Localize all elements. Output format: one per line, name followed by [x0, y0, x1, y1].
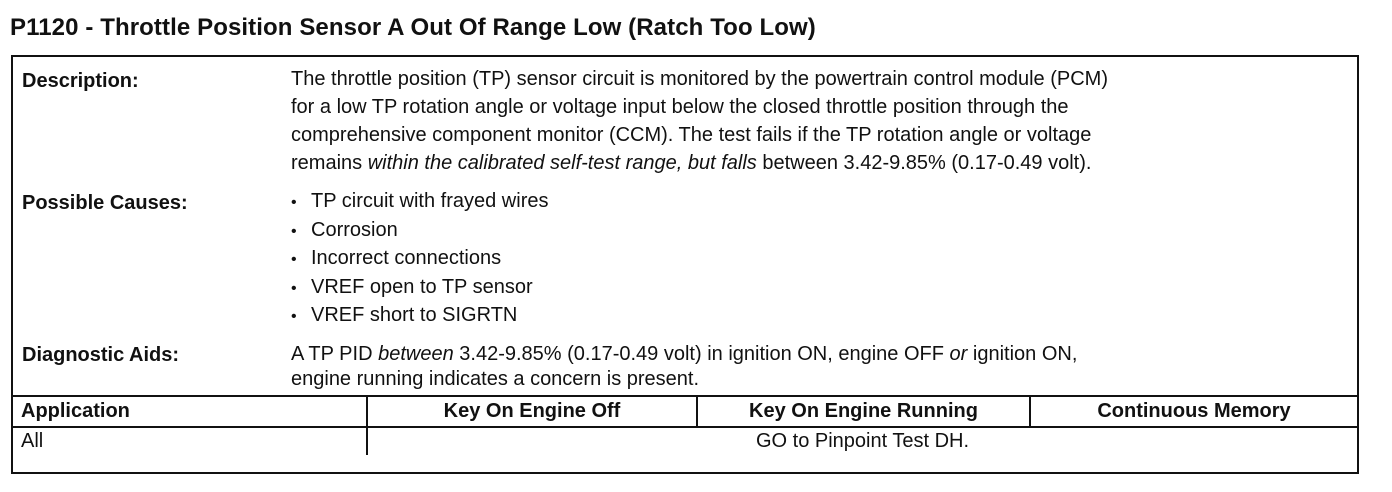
aids-text [291, 340, 1077, 390]
aids-italic-text: between [378, 343, 454, 365]
aids-label: Diagnostic Aids: [22, 344, 180, 366]
description-line: for a low TP rotation angle or voltage input below the closed throttle position through the [291, 96, 1069, 118]
aids-text-part: 3.42-9.85% (0.17-0.49 volt) in ignition ON, engine OFF [453, 343, 950, 365]
description-italic-text: within the calibrated self-test range, but falls [367, 152, 757, 174]
aids-text-part: ignition ON, [967, 343, 1078, 365]
description-text-part: between 3.42-9.85% (0.17-0.49 volt). [756, 152, 1092, 174]
column-header-application: Application [13, 396, 367, 427]
cause-text: Corrosion [311, 218, 398, 241]
list-item [291, 302, 548, 331]
aids-line: engine running indicates a concern is present. [291, 368, 700, 390]
application-table [13, 395, 1357, 455]
list-item [291, 274, 548, 303]
dtc-info-box [11, 55, 1359, 474]
column-header-continuous-memory: Continuous Memory [1030, 396, 1357, 427]
bullet-icon: • [291, 194, 297, 211]
description-text-part: remains [291, 152, 368, 174]
list-item [291, 188, 548, 217]
application-cell: All [13, 427, 367, 455]
page-title: P1120 - Throttle Position Sensor A Out Of Range Low (Ratch Too Low) [10, 14, 816, 41]
cause-text: VREF short to SIGRTN [311, 304, 518, 326]
cause-text: Incorrect connections [311, 247, 502, 269]
causes-list [291, 188, 548, 331]
aids-line [291, 340, 1077, 368]
aids-italic-text: or [949, 343, 968, 365]
description-line: The throttle position (TP) sensor circuit is monitored by the powertrain control module (PCM) [291, 68, 1108, 90]
action-cell: GO to Pinpoint Test DH. [367, 427, 1357, 455]
bullet-icon: • [291, 308, 297, 325]
cause-text: TP circuit with frayed wires [311, 190, 549, 212]
list-item [291, 217, 548, 246]
description-text [291, 65, 1108, 177]
aids-text-part: A TP PID [291, 343, 379, 365]
description-line [291, 149, 1108, 177]
description-line: comprehensive component monitor (CCM). The test fails if the TP rotation angle or voltage [291, 124, 1092, 146]
causes-label: Possible Causes: [22, 192, 188, 214]
bullet-icon: • [291, 279, 297, 297]
bullet-icon: • [291, 222, 297, 240]
list-item [291, 245, 548, 274]
column-header-koeo: Key On Engine Off [367, 396, 697, 427]
description-label: Description: [22, 70, 139, 92]
bullet-icon: • [291, 251, 297, 268]
table-row [13, 427, 1357, 455]
table-header-row [13, 396, 1357, 427]
column-header-koer: Key On Engine Running [697, 396, 1030, 427]
cause-text: VREF open to TP sensor [311, 275, 533, 298]
